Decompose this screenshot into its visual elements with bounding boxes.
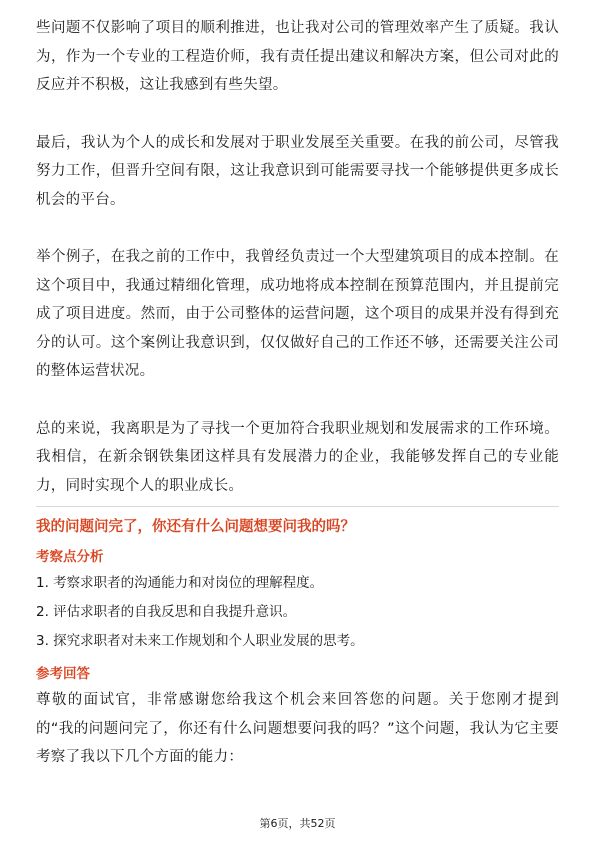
paragraph-gap bbox=[36, 386, 559, 415]
list-item: 2. 评估求职者的自我反思和自我提升意识。 bbox=[36, 604, 297, 620]
section-divider bbox=[36, 506, 559, 507]
page-number: 第6页，共52页 bbox=[259, 817, 336, 830]
list-item: 3. 探究求职者对未来工作规划和个人职业发展的思考。 bbox=[36, 633, 364, 649]
answer-text: 尊敬的面试官，非常感谢您给我这个机会来回答您的问题。关于您刚才提到的“我的问题问完了，你还有什么问题想要问我的吗？”这个问题，我认为它主要考察了我以下几个方面的能力： bbox=[36, 692, 559, 765]
paragraph-3: 举个例子，在我之前的工作中，我曾经负责过一个大型建筑项目的成本控制。在这个项目中，我通过精细化管理，成功地将成本控制在预算范围内，并且提前完成了项目进度。然而，由于公司整体的运营问题，这个项目的成果并没有得到充分的认可。这个案例让我意识到，仅仅做好自己的工作还不够，还需要关注公司的整体运营状况。 bbox=[36, 249, 559, 379]
answer-title: 参考回答 bbox=[36, 666, 90, 682]
paragraph-gap bbox=[36, 214, 559, 243]
paragraph-4: 总的来说，我离职是为了寻找一个更加符合我职业规划和发展需求的工作环境。我相信，在新余钢铁集团这样具有发展潜力的企业，我能够发挥自己的专业能力，同时实现个人的职业成长。 bbox=[36, 420, 559, 494]
paragraph-gap bbox=[36, 100, 559, 129]
paragraph-1: 些问题不仅影响了项目的顺利推进，也让我对公司的管理效率产生了质疑。我认为，作为一个专业的工程造价师，我有责任提出建议和解决方案，但公司对此的反应并不积极，这让我感到有些失望。 bbox=[36, 20, 559, 93]
paragraph-2: 最后，我认为个人的成长和发展对于职业发展至关重要。在我的前公司，尽管我努力工作，但晋升空间有限，这让我意识到可能需要寻找一个能够提供更多成长机会的平台。 bbox=[36, 134, 559, 208]
analysis-list bbox=[36, 569, 559, 656]
page-content bbox=[36, 14, 559, 772]
analysis-title: 考察点分析 bbox=[36, 549, 104, 565]
list-item: 1. 考察求职者的沟通能力和对岗位的理解程度。 bbox=[36, 575, 324, 591]
question-heading: 我的问题问完了，你还有什么问题想要问我的吗？ bbox=[36, 519, 355, 535]
